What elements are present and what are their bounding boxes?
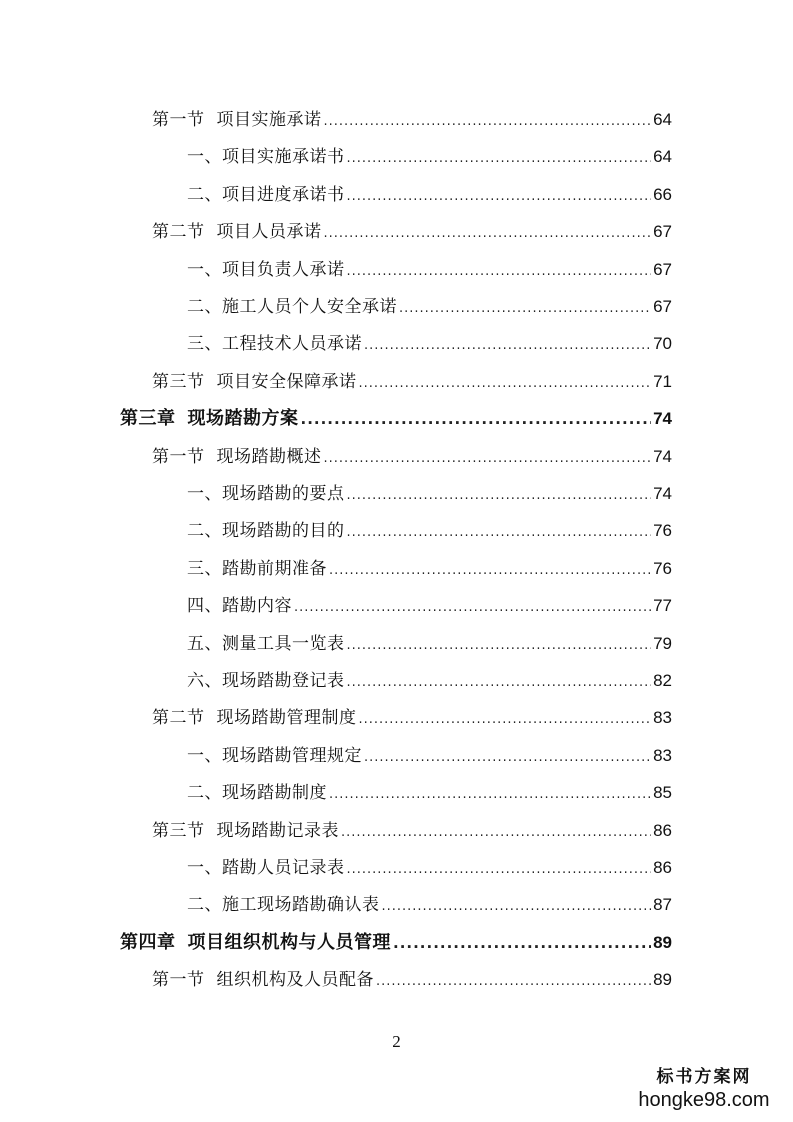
toc-entry-heading: [187, 252, 345, 289]
toc-entry-title: 现场踏勘的要点: [222, 484, 345, 504]
toc-entry-heading: [152, 700, 357, 737]
toc-entry-title: 项目实施承诺书: [222, 147, 345, 167]
toc-entry-heading: [152, 102, 322, 139]
toc-entry-label: 二、: [187, 297, 222, 317]
toc-entry-label: 三、: [187, 559, 222, 579]
toc-entry-page: 76: [653, 559, 672, 578]
toc-entry-heading: [187, 738, 362, 775]
toc-entry-title: 项目进度承诺书: [222, 185, 345, 205]
toc-entry-page: 67: [653, 297, 672, 316]
toc-entry-page: 67: [653, 222, 672, 241]
toc-entry-title: 现场踏勘记录表: [216, 821, 339, 841]
toc-entry-label: 第一节: [152, 110, 205, 130]
toc-entry-item[interactable]: [187, 176, 672, 213]
toc-entry-title: 项目负责人承诺: [222, 260, 345, 280]
toc-entry-item[interactable]: [187, 325, 672, 362]
page-number: 2: [392, 1032, 401, 1051]
toc-entry-item[interactable]: [187, 625, 672, 662]
dot-leader: [399, 290, 651, 327]
toc-entry-page: 86: [653, 821, 672, 840]
toc-entry-page: 71: [653, 372, 672, 391]
toc-entry-page: 79: [653, 634, 672, 653]
toc-entry-label: 一、: [187, 746, 222, 766]
toc-entry-page: 64: [653, 147, 672, 166]
toc-entry-label: 六、: [187, 671, 222, 691]
toc-entry-title: 测量工具一览表: [222, 634, 345, 654]
toc-entry-section[interactable]: [152, 961, 672, 998]
toc-entry-label: 一、: [187, 858, 222, 878]
toc-entry-label: 五、: [187, 634, 222, 654]
toc-entry-page: 85: [653, 783, 672, 802]
toc-entry-heading: [120, 924, 391, 961]
toc-entry-page: 86: [653, 858, 672, 877]
toc-entry-page: 76: [653, 521, 672, 540]
toc-entry-section[interactable]: [152, 438, 672, 475]
toc-entry-title: 现场踏勘管理规定: [222, 746, 362, 766]
toc-entry-title: 踏勘前期准备: [222, 559, 327, 579]
toc-entry-page: 74: [653, 447, 672, 466]
dot-leader: [359, 701, 652, 738]
toc-entry-heading: [187, 139, 345, 176]
toc-entry-page: 66: [653, 185, 672, 204]
toc-entry-title: 项目组织机构与人员管理: [187, 932, 391, 953]
toc-entry-label: 第二节: [152, 222, 205, 242]
dot-leader: [294, 589, 651, 626]
toc-entry-label: 第四章: [120, 932, 176, 953]
toc-entry-label: 第一节: [152, 970, 205, 990]
toc-entry-title: 组织机构及人员配备: [216, 970, 374, 990]
dot-leader: [329, 776, 651, 813]
toc-entry-item[interactable]: [187, 849, 672, 886]
toc-entry-label: 四、: [187, 596, 222, 616]
dot-leader: [359, 365, 652, 402]
toc-entry-label: 一、: [187, 147, 222, 167]
toc-entry-page: 70: [653, 334, 672, 353]
toc-entry-label: 二、: [187, 521, 222, 541]
toc-entry-item[interactable]: [187, 251, 672, 288]
toc-entry-heading: [120, 400, 299, 437]
dot-leader: [347, 627, 652, 664]
toc-entry-title: 踏勘内容: [222, 596, 292, 616]
dot-leader: [376, 963, 651, 1000]
toc-entry-item[interactable]: [187, 587, 672, 624]
dot-leader: [393, 925, 651, 962]
dot-leader: [382, 888, 652, 925]
toc-entry-section[interactable]: [152, 101, 672, 138]
toc-entry-label: 一、: [187, 260, 222, 280]
toc-entry-heading: [187, 626, 345, 663]
toc-entry-label: 三、: [187, 334, 222, 354]
toc-entry-chapter[interactable]: [120, 924, 672, 961]
toc-entry-title: 踏勘人员记录表: [222, 858, 345, 878]
toc-entry-page: 89: [653, 933, 672, 952]
dot-leader: [347, 851, 652, 888]
toc-entry-title: 现场踏勘的目的: [222, 521, 345, 541]
toc-entry-heading: [187, 588, 292, 625]
dot-leader: [347, 178, 652, 215]
dot-leader: [347, 664, 652, 701]
toc-entry-heading: [187, 850, 345, 887]
toc-entry-label: 第一节: [152, 447, 205, 467]
toc-entry-page: 87: [653, 895, 672, 914]
toc-entry-chapter[interactable]: [120, 400, 672, 437]
toc-entry-page: 77: [653, 596, 672, 615]
toc-entry-item[interactable]: [187, 737, 672, 774]
toc-entry-item[interactable]: [187, 512, 672, 549]
toc-entry-title: 施工现场踏勘确认表: [222, 895, 380, 915]
toc-entry-label: 二、: [187, 895, 222, 915]
toc-entry-title: 现场踏勘概述: [216, 447, 322, 467]
watermark-title: 标书方案网: [656, 1067, 752, 1087]
toc-entry-item[interactable]: [187, 774, 672, 811]
toc-entry-label: 第三节: [152, 372, 205, 392]
toc-entry-heading: [152, 439, 322, 476]
toc-entry-title: 项目安全保障承诺: [216, 372, 357, 392]
toc-entry-item[interactable]: [187, 475, 672, 512]
toc-entry-page: 67: [653, 260, 672, 279]
toc-entry-section[interactable]: [152, 363, 672, 400]
toc-entry-item[interactable]: [187, 138, 672, 175]
watermark-url: hongke98.com: [638, 1089, 770, 1111]
dot-leader: [364, 739, 651, 776]
watermark: [629, 1066, 779, 1112]
toc-entry-title: 项目实施承诺: [216, 110, 322, 130]
toc-entry-title: 现场踏勘制度: [222, 783, 327, 803]
toc-entry-page: 83: [653, 746, 672, 765]
toc-entry-label: 一、: [187, 484, 222, 504]
toc-entry-heading: [187, 775, 327, 812]
dot-leader: [347, 477, 652, 514]
toc-entry-label: 第三节: [152, 821, 205, 841]
toc-entry-title: 现场踏勘登记表: [222, 671, 345, 691]
toc-entry-heading: [152, 962, 374, 999]
dot-leader: [341, 814, 651, 851]
toc-entry-section[interactable]: [152, 699, 672, 736]
toc-entry-title: 项目人员承诺: [216, 222, 322, 242]
toc-entry-label: 二、: [187, 783, 222, 803]
toc-entry-title: 现场踏勘管理制度: [216, 708, 357, 728]
toc-entry-page: 74: [653, 409, 672, 428]
dot-leader: [324, 440, 652, 477]
toc-entry-heading: [187, 289, 397, 326]
toc-entry-heading: [187, 663, 345, 700]
toc-entry-item[interactable]: [187, 288, 672, 325]
dot-leader: [301, 401, 652, 438]
toc-entry-page: 83: [653, 708, 672, 727]
toc-entry-label: 第二节: [152, 708, 205, 728]
toc-entry-page: 64: [653, 110, 672, 129]
toc-entry-page: 89: [653, 970, 672, 989]
toc-entry-heading: [187, 551, 327, 588]
dot-leader: [364, 327, 651, 364]
dot-leader: [347, 253, 652, 290]
dot-leader: [347, 514, 652, 551]
toc-entry-title: 工程技术人员承诺: [222, 334, 362, 354]
toc-entry-title: 施工人员个人安全承诺: [222, 297, 397, 317]
dot-leader: [324, 215, 652, 252]
toc-entry-heading: [187, 513, 345, 550]
toc-entry-title: 现场踏勘方案: [187, 408, 299, 429]
dot-leader: [329, 552, 651, 589]
toc-entry-section[interactable]: [152, 812, 672, 849]
toc-entry-page: 82: [653, 671, 672, 690]
toc-entry-heading: [187, 476, 345, 513]
toc-entry-heading: [152, 214, 322, 251]
dot-leader: [347, 140, 652, 177]
toc-entry-heading: [187, 887, 380, 924]
toc-entry-label: 二、: [187, 185, 222, 205]
toc-entry-section[interactable]: [152, 213, 672, 250]
toc-entry-heading: [152, 364, 357, 401]
toc-entry-heading: [152, 813, 339, 850]
dot-leader: [324, 103, 652, 140]
toc-entry-item[interactable]: [187, 886, 672, 923]
toc-entry-item[interactable]: [187, 662, 672, 699]
toc-entry-item[interactable]: [187, 550, 672, 587]
toc-entry-heading: [187, 326, 362, 363]
toc-entry-heading: [187, 177, 345, 214]
toc-entry-page: 74: [653, 484, 672, 503]
toc-entry-label: 第三章: [120, 408, 176, 429]
